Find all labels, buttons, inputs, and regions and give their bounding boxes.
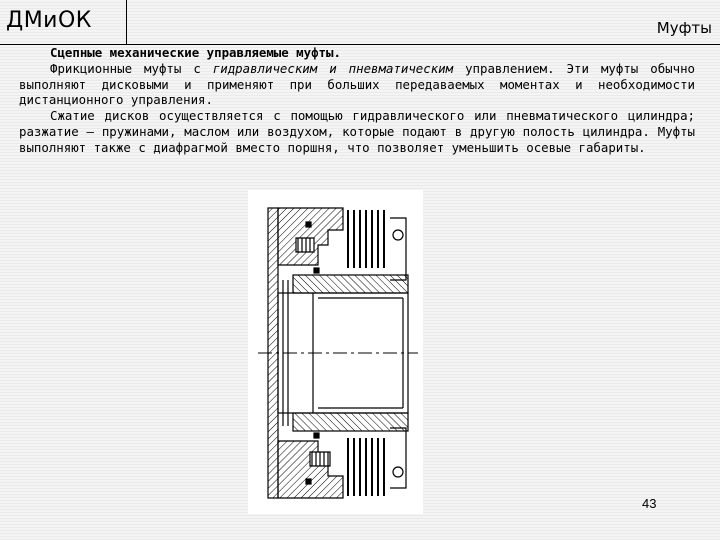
logo-text: ДМиОК	[6, 8, 92, 33]
slide-header	[0, 0, 720, 45]
body-text	[19, 45, 695, 156]
logo-cell	[0, 0, 127, 44]
p1-text-end: управлением. Эти муфты обычно выполняют дисковыми и применяют при больших передаваемых моментах и необходимости дистанционного управления.	[19, 60, 695, 108]
section-title: Муфты	[656, 19, 712, 37]
p1-italic-text: гидравлическим и пневматическим	[212, 60, 454, 76]
paragraph-2: Сжатие дисков осуществляется с помощью гидравлического или пневматического цилиндра; разжатие — пружинами, маслом или воздухом, которые подают в другую полость цилиндра. Муфты выполняют также с диафрагмой вместо поршня, что позволяет уменьшить осевые габариты.	[19, 108, 695, 155]
page-number: 43	[642, 496, 657, 511]
paragraph-1	[19, 61, 695, 108]
p1-text-start: Фрикционные муфты с	[50, 60, 213, 76]
clutch-cross-section-drawing	[248, 190, 423, 514]
clutch-drawing	[248, 190, 423, 514]
section-heading: Сцепные механические управляемые муфты.	[50, 45, 341, 60]
